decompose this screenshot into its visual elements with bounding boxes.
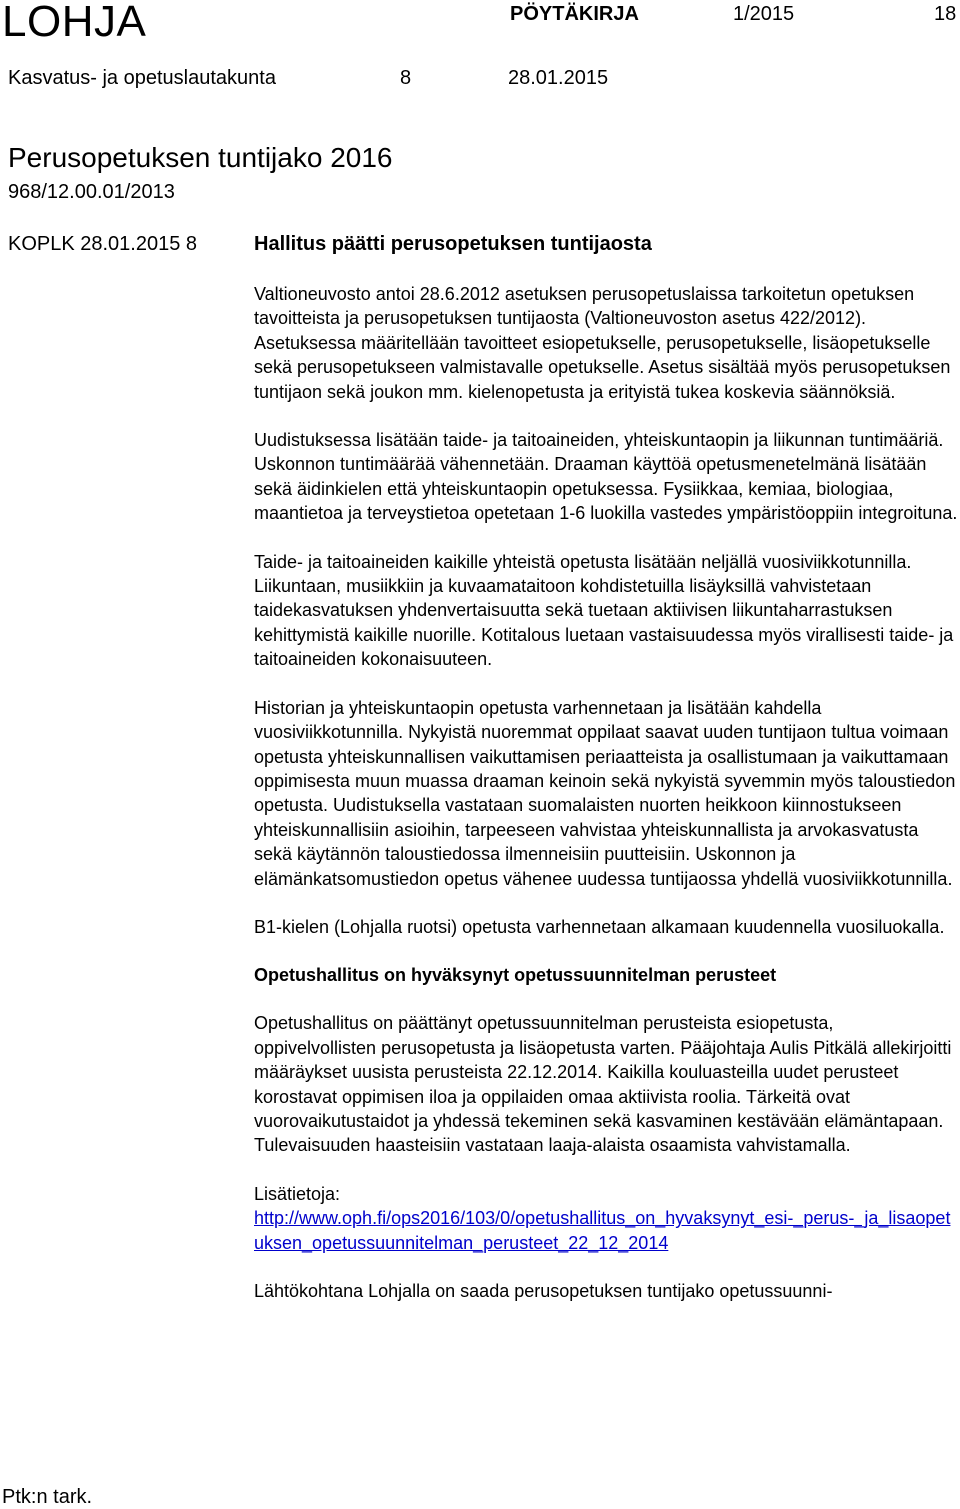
- more-info-link[interactable]: http://www.oph.fi/ops2016/103/0/opetushallitus_on_hyvaksynyt_esi-_perus-_ja_lisaopetuksen_opetussuunnitelman_perusteet_22_12_2014: [254, 1208, 951, 1253]
- document-number: 1/2015: [733, 3, 795, 25]
- page-title: Perusopetuksen tuntijako 2016: [8, 141, 393, 173]
- paragraph: B1-kielen (Lohjalla ruotsi) opetusta varhennetaan alkamaan kuudennella vuosiluokalla.: [254, 916, 945, 937]
- page-number: 18: [934, 3, 957, 25]
- paragraph: Opetushallitus on päättänyt opetussuunnitelman perusteista esiopetusta, oppivelvollisten perusopetusta ja lisäopetusta varten. Pääjohtaja Aulis Pitkälä allekirjoitti määräykset uusista perusteista 22.12.2014. Kaikilla kouluasteilla uudet perusteet korostavat oppimisen iloa ja oppilaiden omaa aktiivista roolia. Tärkeitä ovat vuorovaikutustaidot ja yhdessä tekeminen sekä kasvaminen kestävään elämäntapaan. Tulevaisuuden haasteisiin vastataan laaja-alaista osaamista vahvistamalla.: [254, 1013, 952, 1156]
- committee-name: Kasvatus- ja opetuslautakunta: [8, 67, 276, 89]
- city-logo: LOHJA: [2, 0, 147, 46]
- section-number: 8: [400, 67, 412, 89]
- section-heading: Opetushallitus on hyväksynyt opetussuunnitelman perusteet: [254, 965, 777, 986]
- document-body: [254, 282, 958, 1327]
- paragraph-continued: Lähtökohtana Lohjalla on saada perusopetuksen tuntijako opetussuunni-: [254, 1281, 833, 1301]
- document-type: PÖYTÄKIRJA: [510, 3, 639, 25]
- paragraph: Taide- ja taitoaineiden kaikille yhteistä opetusta lisätään neljällä vuosiviikkotunnilla. Liikuntaan, musiikkiin ja kuvaamataitoon kohdistetuilla lisäyksillä vahvistetaan taidekasvatuksen yhdenvertaisuutta sekä tuetaan aktiivisen liikuntaharrastuksen kehittymistä kaikille nuorille. Kotitalous luetaan vastaisuudessa myös virallisesti taide- ja taitoaineiden kokonaisuuteen.: [254, 551, 954, 670]
- reference-label: KOPLK 28.01.2015 8: [8, 233, 198, 255]
- more-info: [254, 1182, 958, 1255]
- more-info-label: Lisätietoja:: [254, 1183, 341, 1204]
- reference-heading: Hallitus päätti perusopetuksen tuntijaosta: [254, 233, 652, 255]
- paragraph: Historian ja yhteiskuntaopin opetusta varhennetaan ja lisätään kahdella vuosiviikkotunnilla. Nykyistä nuoremmat oppilaat saavat uuden tuntijaon tultua voimaan opetusta yhteiskunnallisen vaikuttamisen periaatteista ja osallistumaan ja vaikuttamaan oppimisesta muun muassa draaman keinoin sekä nykyistä syvemmin myös taloustiedon opetusta. Uudistuksella vastataan suomalaisten nuorten heikkoon kiinnostukseen yhteiskunnallisiin asioihin, tarpeeseen vahvistaa yhteiskunnallista ja arvokasvatusta sekä käytännön taloustiedossa ilmenneisiin puutteisiin. Uskonnon ja elämänkatsomustiedon opetus vähenee uudessa tuntijaossa yhdellä vuosiviikkotunnilla.: [254, 697, 956, 889]
- record-number: 968/12.00.01/2013: [8, 181, 175, 203]
- meeting-date: 28.01.2015: [508, 67, 609, 89]
- paragraph: Valtioneuvosto antoi 28.6.2012 asetuksen perusopetuslaissa tarkoitetun opetuksen tavoitteista ja perusopetuksen tuntijaosta (Valtioneuvoston asetus 422/2012). Asetuksessa määritellään tavoitteet esiopetukselle, perusopetukselle, lisäopetukselle sekä perusopetukseen valmistavalle opetukselle. Asetus sisältää myös perusopetuksen tuntijaon sekä joukon mm. kielenopetusta ja erityistä tukea koskevia säännöksiä.: [254, 284, 951, 402]
- minutes-checker-label: Ptk:n tark.: [2, 1486, 93, 1508]
- paragraph: Uudistuksessa lisätään taide- ja taitoaineiden, yhteiskuntaopin ja liikunnan tuntimääriä. Uskonnon tuntimäärää vähennetään. Draaman käyttöä opetusmenetelmänä lisätään sekä äidinkielen että yhteiskuntaopin opetuksessa. Fysiikkaa, kemiaa, biologiaa, maantietoa ja terveystietoa opetetaan 1-6 luokilla vastedes ympäristöoppiin integroituna.: [254, 430, 958, 524]
